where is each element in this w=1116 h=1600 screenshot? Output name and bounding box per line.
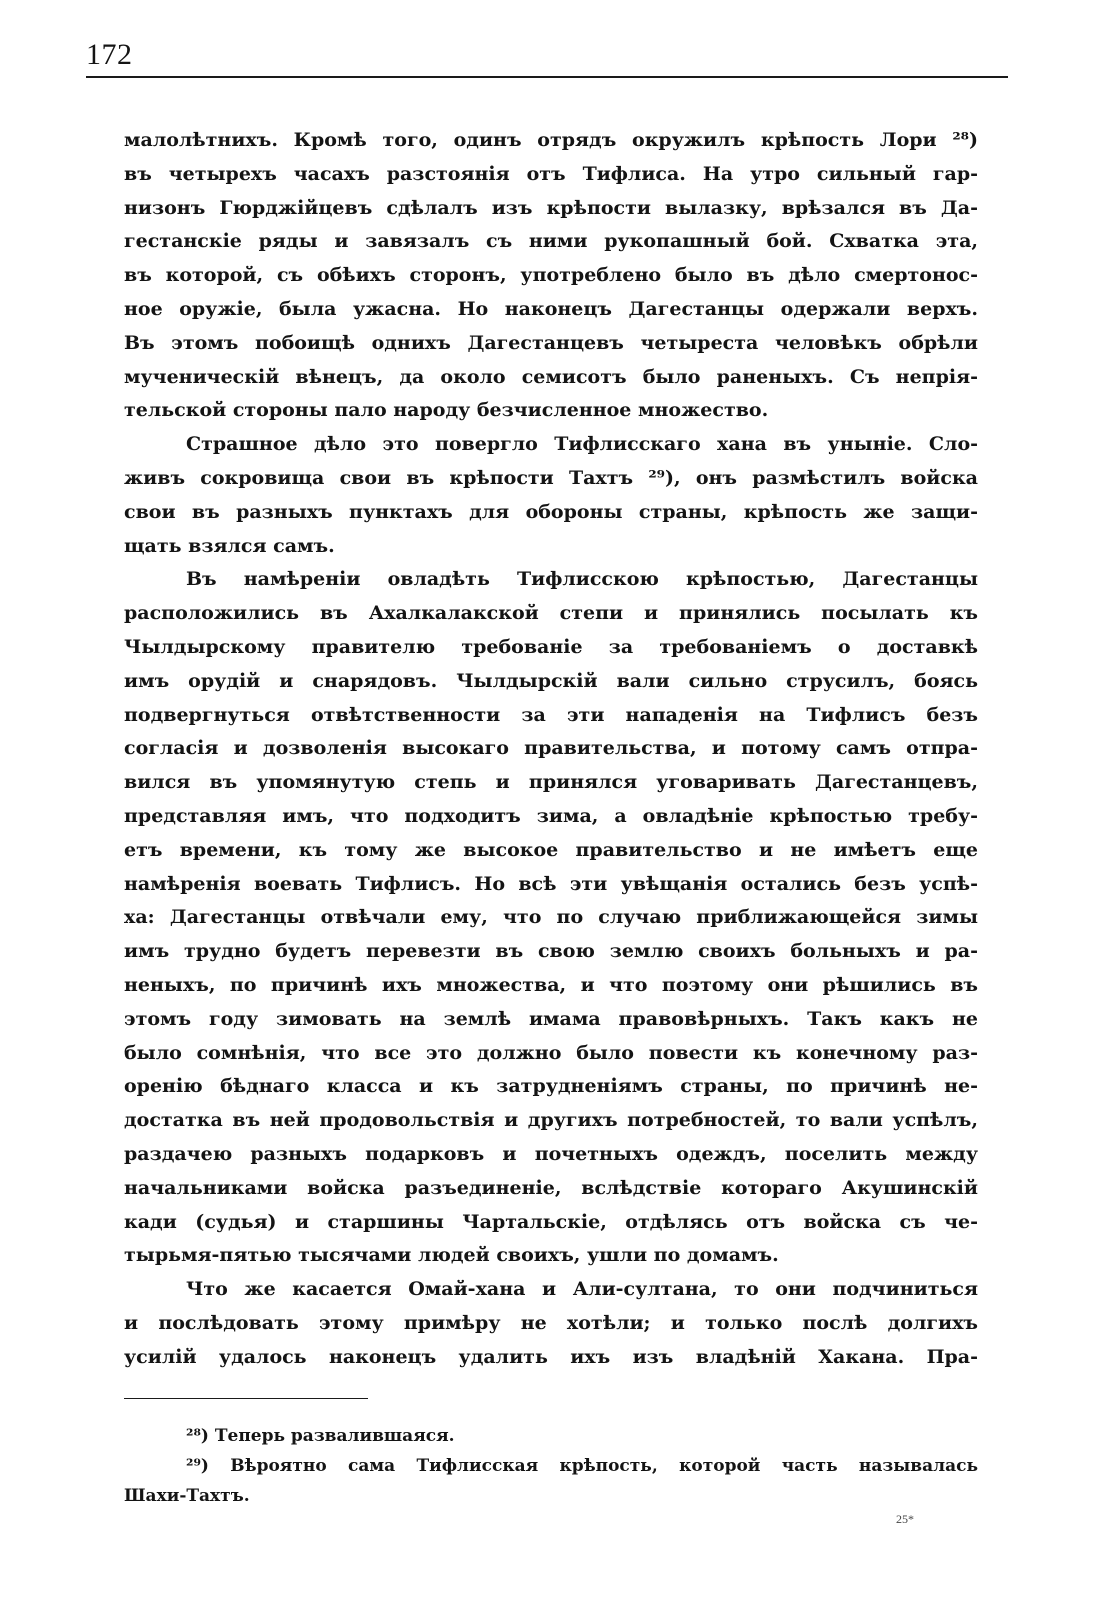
- text-line: живъ сокровища свои въ крѣпости Тахтъ ²⁹), онъ размѣстилъ войска: [124, 466, 978, 489]
- text-line: Что же касается Омай-хана и Али-султана, то они подчиниться: [186, 1278, 978, 1301]
- footnote-28: ²⁸) Теперь развалившаяся.: [186, 1426, 455, 1446]
- text-line: и послѣдовать этому примѣру не хотѣли; и только послѣ долгихъ: [124, 1311, 978, 1334]
- text-line: имъ орудій и снарядовъ. Чылдырскій вали сильно струсилъ, боясь: [124, 669, 978, 692]
- text-line: вился въ упомянутую степь и принялся уговаривать Дагестанцевъ,: [124, 771, 978, 794]
- text-line: имъ трудно будетъ перевезти въ свою землю своихъ больныхъ и ра-: [124, 940, 978, 963]
- text-line: свои въ разныхъ пунктахъ для обороны страны, крѣпость же защи-: [124, 500, 978, 523]
- text-line: Страшное дѣло это повергло Тифлисскаго хана въ уныніе. Сло-: [186, 433, 978, 456]
- text-line: усилій удалось наконецъ удалить ихъ изъ владѣній Хакана. Пра-: [124, 1345, 978, 1368]
- text-line: расположились въ Ахалкалакской степи и принялись посылать къ: [124, 602, 978, 625]
- text-line: гестанскіе ряды и завязалъ съ ними рукопашный бой. Схватка эта,: [124, 230, 978, 253]
- text-line: Чылдырскому правителю требованіе за требованіемъ о доставкѣ: [124, 635, 978, 658]
- text-line: тырьмя-пятью тысячами людей своихъ, ушли по домамъ.: [124, 1244, 779, 1267]
- printer-signature-mark: 25*: [896, 1512, 914, 1526]
- text-line: намѣренія воевать Тифлисъ. Но всѣ эти увѣщанія остались безъ успѣ-: [124, 872, 978, 895]
- text-line: согласія и дозволенія высокаго правительства, и потому самъ отпра-: [124, 737, 978, 760]
- text-line: неныхъ, по причинѣ ихъ множества, и что поэтому они рѣшились въ: [124, 973, 978, 996]
- text-line: представляя имъ, что подходитъ зима, а овладѣніе крѣпостью требу-: [124, 804, 978, 827]
- text-line: мученическій вѣнецъ, да около семисотъ было раненыхъ. Съ непрія-: [124, 365, 978, 388]
- text-line: тельской стороны пало народу безчисленное множество.: [124, 399, 769, 422]
- footnotes: [124, 1421, 978, 1511]
- footnote-29-continuation: Шахи-Тахтъ.: [124, 1486, 250, 1506]
- text-line: ха: Дагестанцы отвѣчали ему, что по случаю приближающейся зимы: [124, 906, 978, 929]
- header-rule: [86, 76, 1008, 78]
- text-line: Въ этомъ побоищѣ однихъ Дагестанцевъ четыреста человѣкъ обрѣли: [124, 331, 978, 354]
- body-text: [124, 124, 978, 1374]
- text-line: въ четырехъ часахъ разстоянія отъ Тифлиса. На утро сильный гар-: [124, 162, 978, 185]
- text-line: достатка въ ней продовольствія и другихъ потребностей, то вали успѣлъ,: [124, 1109, 978, 1132]
- footnote-29: ²⁹) Вѣроятно сама Тифлисская крѣпость, которой часть называлась: [186, 1456, 978, 1476]
- text-line: кади (судья) и старшины Чартальскіе, отдѣлясь отъ войска съ че-: [124, 1210, 978, 1233]
- text-line: етъ времени, къ тому же высокое правительство и не имѣетъ еще: [124, 838, 978, 861]
- text-line: было сомнѣнія, что все это должно было повести къ конечному раз-: [124, 1041, 978, 1064]
- text-line: въ которой, съ обѣихъ сторонъ, употреблено было въ дѣло смертонос-: [124, 264, 978, 287]
- text-line: щать взялся самъ.: [124, 534, 335, 557]
- page-number: 172: [86, 38, 133, 71]
- footnote-rule: [124, 1398, 368, 1399]
- text-line: Въ намѣреніи овладѣть Тифлисскою крѣпостью, Дагестанцы: [186, 568, 978, 591]
- text-line: этомъ году зимовать на землѣ имама правовѣрныхъ. Такъ какъ не: [124, 1007, 978, 1030]
- text-line: низонъ Гюрджійцевъ сдѣлалъ изъ крѣпости вылазку, врѣзался въ Да-: [124, 196, 978, 219]
- text-line: начальниками войска разъединеніе, вслѣдствіе котораго Акушинскій: [124, 1176, 978, 1199]
- text-line: ное оружіе, была ужасна. Но наконецъ Дагестанцы одержали верхъ.: [124, 297, 978, 320]
- text-line: оренію бѣднаго класса и къ затрудненіямъ страны, по причинѣ не-: [124, 1075, 978, 1098]
- text-line: раздачею разныхъ подарковъ и почетныхъ одеждъ, поселить между: [124, 1142, 978, 1165]
- text-line: подвергнуться отвѣтственности за эти нападенія на Тифлисъ безъ: [124, 703, 978, 726]
- text-line: малолѣтнихъ. Кромѣ того, одинъ отрядъ окружилъ крѣпость Лори ²⁸): [124, 129, 978, 151]
